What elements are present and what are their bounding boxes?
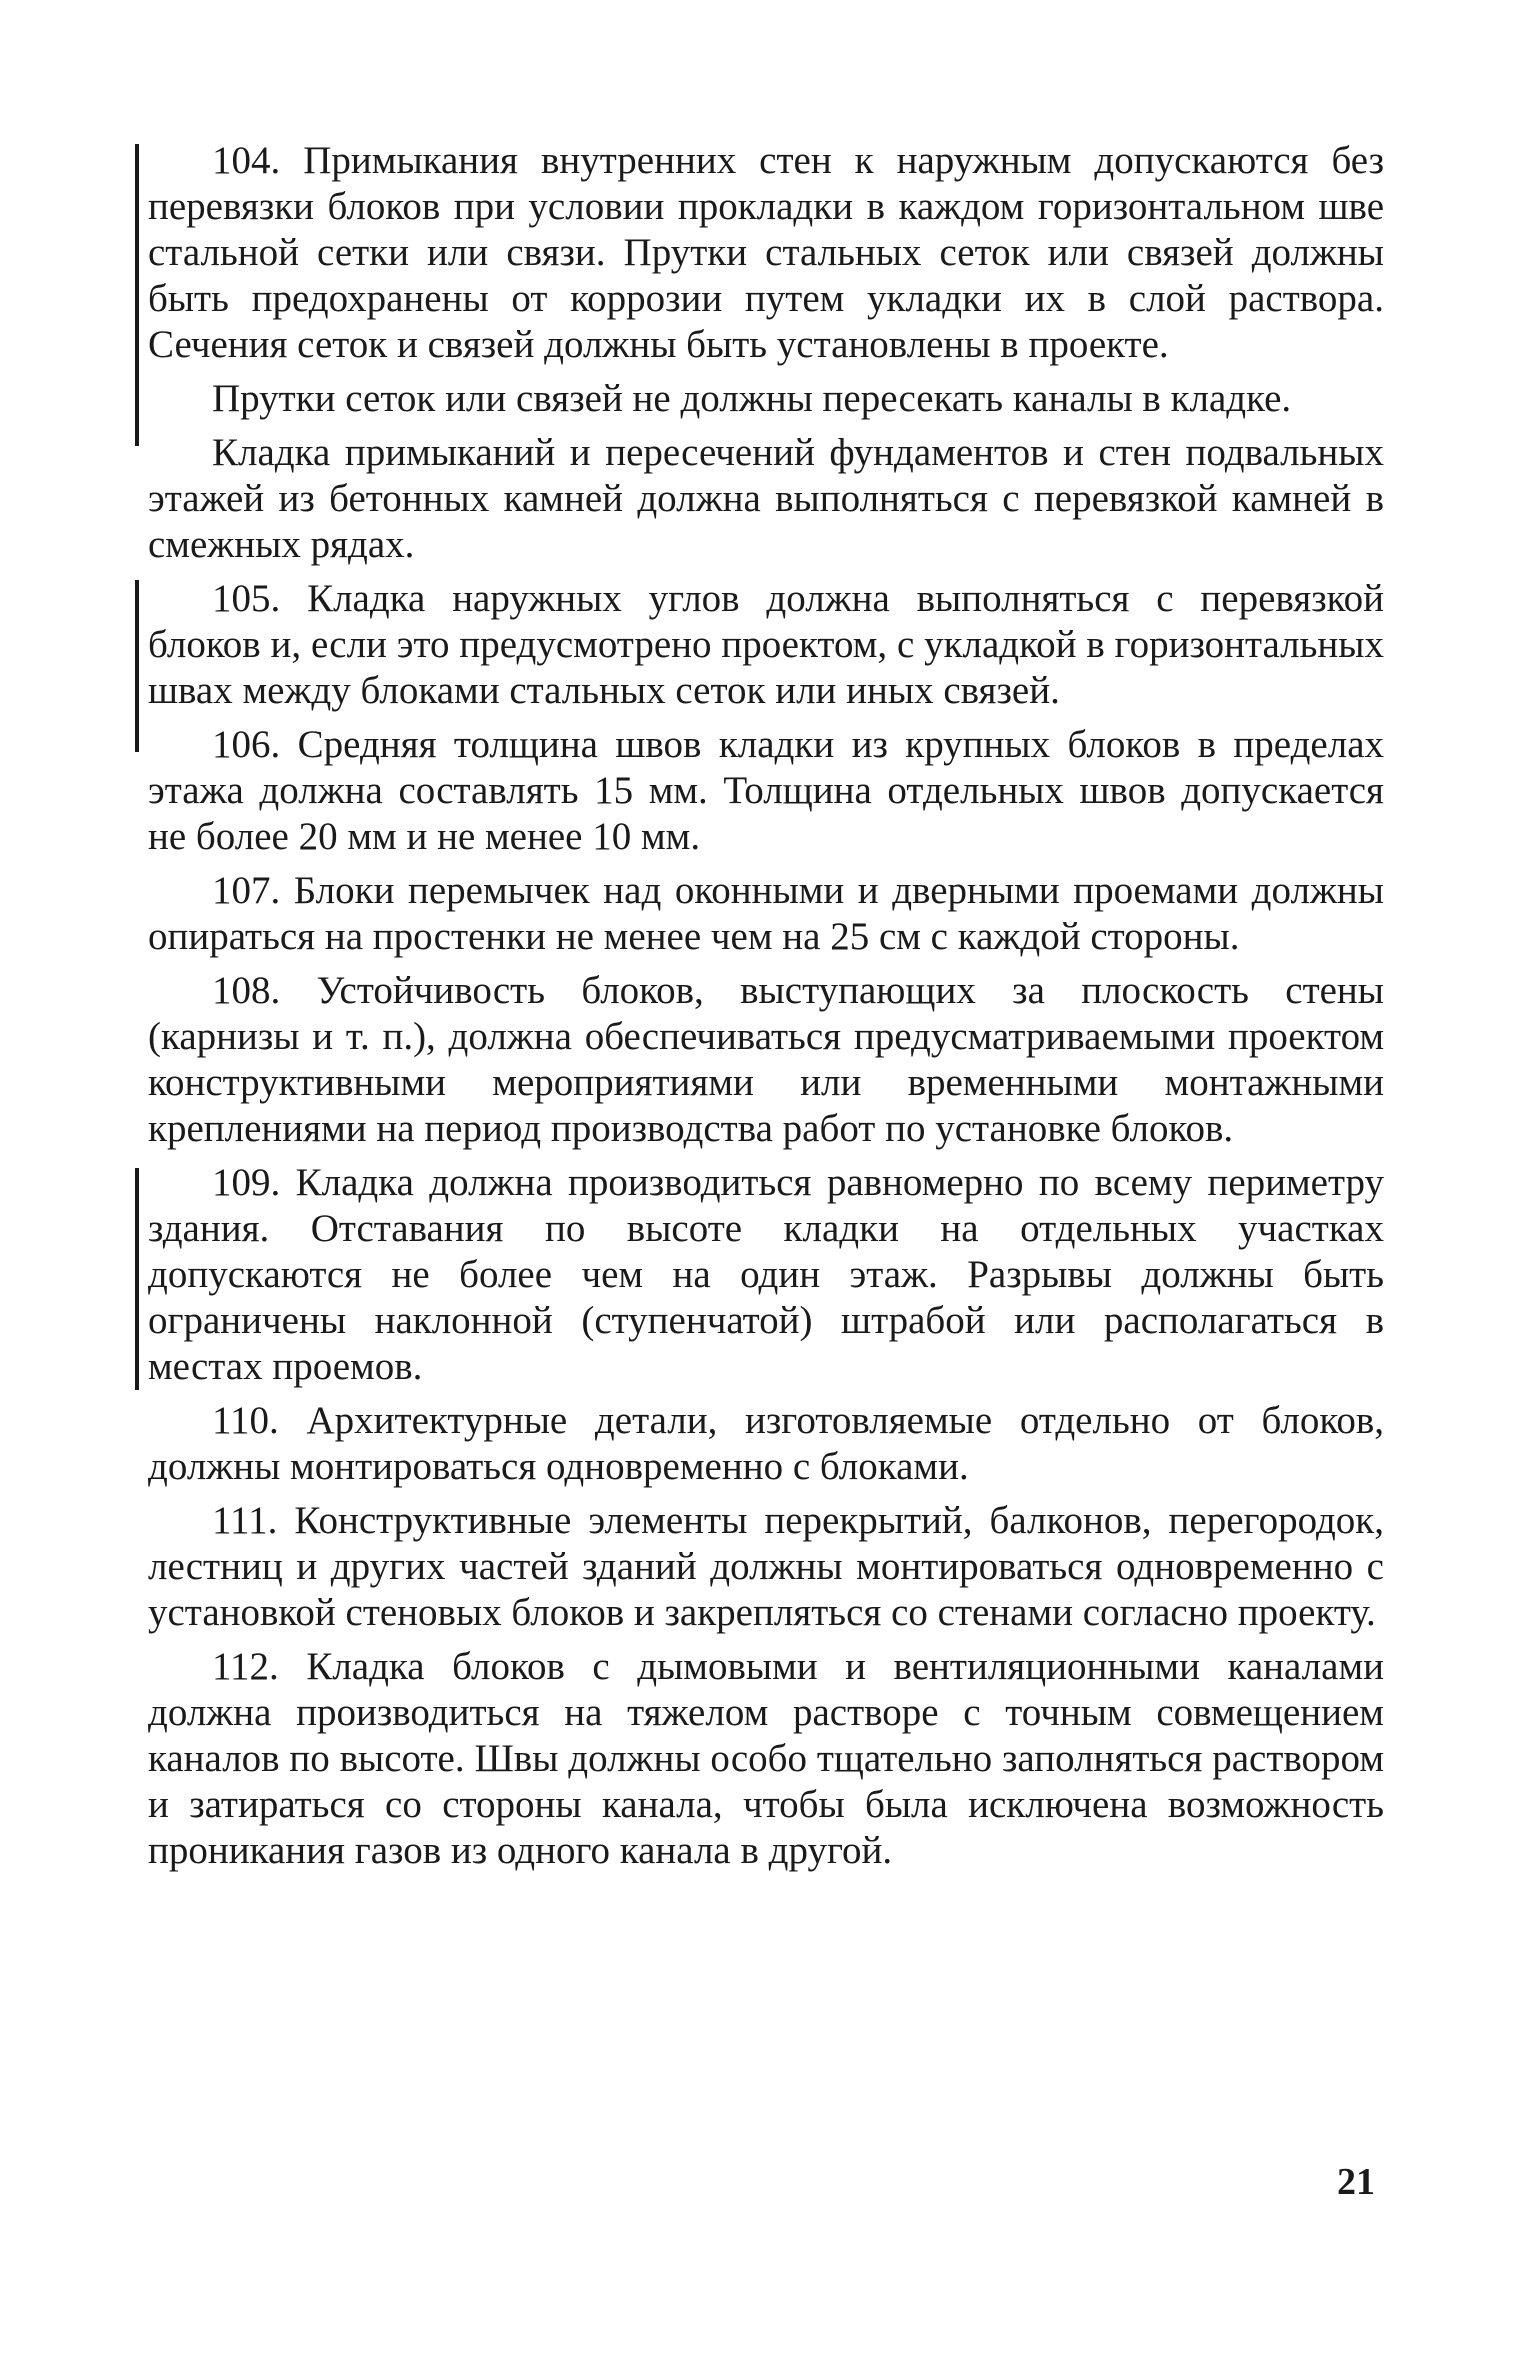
paragraph-104 bbox=[148, 138, 1384, 368]
paragraph-text: 105. Кладка наружных углов должна выполняться с перевязкой блоков и, если это предусмотрено проектом, с укладкой в горизонтальных швах между блоками стальных сеток или иных связей. bbox=[148, 577, 1384, 712]
paragraph-110 bbox=[148, 1398, 1384, 1490]
paragraph-112 bbox=[148, 1644, 1384, 1874]
paragraph-text: 110. Архитектурные детали, изготовляемые отдельно от блоков, должны монтироваться одновременно с блоками. bbox=[148, 1399, 1384, 1488]
paragraph-text: 111. Конструктивные элементы перекрытий, балконов, перегородок, лестниц и других частей зданий должны монтироваться одновременно с установкой стеновых блоков и закрепляться со стенами согласно проекту. bbox=[148, 1499, 1384, 1634]
paragraph-106 bbox=[148, 722, 1384, 860]
paragraph-109 bbox=[148, 1160, 1384, 1390]
page-body bbox=[148, 138, 1384, 1874]
paragraph-text: 108. Устойчивость блоков, выступающих за плоскость стены (карнизы и т. п.), должна обеспечиваться предусматриваемыми проектом конструктивными мероприятиями или временными монтажными креплениями на период производства работ по установке блоков. bbox=[148, 969, 1384, 1150]
paragraph-111 bbox=[148, 1498, 1384, 1636]
paragraph-text: 106. Средняя толщина швов кладки из крупных блоков в пределах этажа должна составлять 15 мм. Толщина отдельных швов допускается не более 20 мм и не менее 10 мм. bbox=[148, 723, 1384, 858]
paragraph-text: Кладка примыканий и пересечений фундаментов и стен подвальных этажей из бетонных камней должна выполняться с перевязкой камней в смежных рядах. bbox=[148, 431, 1384, 566]
paragraph-text: 107. Блоки перемычек над оконными и дверными проемами должны опираться на простенки не менее чем на 25 см с каждой стороны. bbox=[148, 869, 1384, 958]
paragraph-104-foundations bbox=[148, 430, 1384, 568]
margin-bar-mark bbox=[135, 580, 139, 752]
paragraph-text: Прутки сеток или связей не должны пересекать каналы в кладке. bbox=[212, 377, 1292, 420]
paragraph-104-rods bbox=[148, 376, 1384, 422]
paragraph-105 bbox=[148, 576, 1384, 714]
paragraph-108 bbox=[148, 968, 1384, 1152]
paragraph-text: 109. Кладка должна производиться равномерно по всему периметру здания. Отставания по высоте кладки на отдельных участках допускаются не более чем на один этаж. Разрывы должны быть ограничены наклонной (ступенчатой) штрабой или располагаться в местах проемов. bbox=[148, 1161, 1384, 1388]
paragraph-text: 104. Примыкания внутренних стен к наружным допускаются без перевязки блоков при условии прокладки в каждом горизонтальном шве стальной сетки или связи. Прутки стальных сеток или связей должны быть предохранены от коррозии путем укладки их в слой раствора. Сечения сеток и связей должны быть установлены в проекте. bbox=[148, 139, 1384, 366]
paragraph-107 bbox=[148, 868, 1384, 960]
margin-bar-mark bbox=[135, 1168, 139, 1390]
paragraph-text: 112. Кладка блоков с дымовыми и вентиляционными каналами должна производиться на тяжелом растворе с точным совмещением каналов по высоте. Швы должны особо тщательно заполняться раствором и затираться со стороны канала, чтобы была исключена возможность проникания газов из одного канала в другой. bbox=[148, 1645, 1384, 1872]
page-number: 21 bbox=[1337, 2161, 1375, 2203]
margin-bar-mark bbox=[135, 144, 139, 446]
